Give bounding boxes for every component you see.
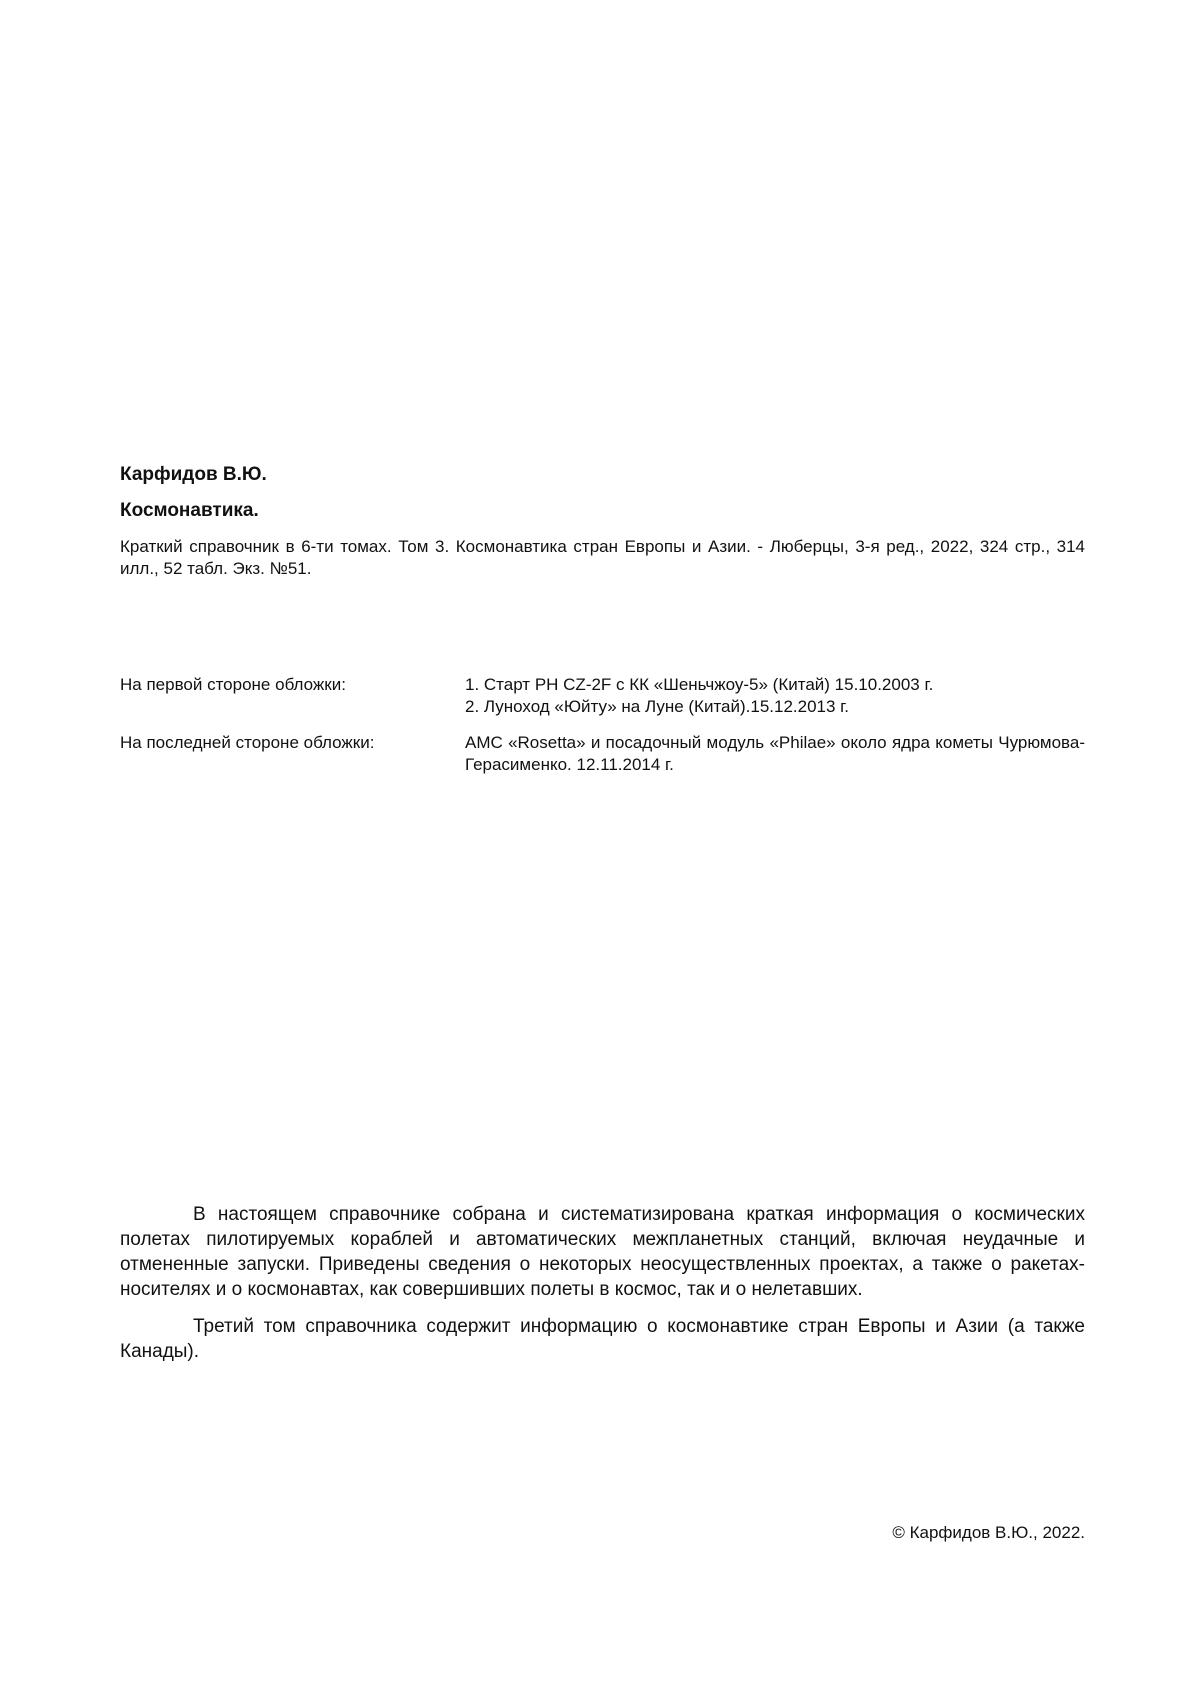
last-cover-text: АМС «Rosetta» и посадочный модуль «Philae» около ядра кометы Чурюмова-Герасименко. 12.11.2014 г. [465,733,1085,774]
author-name: Карфидов В.Ю. [120,464,267,485]
abstract [120,1202,1085,1376]
abstract-paragraph: Третий том справочника содержит информацию о космонавтике стран Европы и Азии (а также Канады). [120,1316,1085,1362]
first-cover-items [465,674,1085,718]
bibliographic-description: Краткий справочник в 6-ти томах. Том 3. Космонавтика стран Европы и Азии. - Люберцы, 3-я ред., 2022, 324 стр., 314 илл., 52 табл. Экз. №51. [120,537,1085,578]
copyright-notice: © Карфидов В.Ю., 2022. [892,1523,1085,1542]
first-cover-label: На первой стороне обложки: [120,675,346,694]
first-cover-item: 2. Луноход «Юйту» на Луне (Китай).15.12.2013 г. [465,697,850,716]
abstract-paragraph: В настоящем справочнике собрана и систематизирована краткая информация о космических полетах пилотируемых кораблей и автоматических межпланетных станций, включая неудачные и отмененные запуски. Приведены сведения о некоторых неосуществленных проектах, а также о ракетах-носителях и о космонавтах, как совершивших полеты в космос, так и о нелетавших. [120,1204,1085,1300]
last-cover-label: На последней стороне обложки: [120,733,375,752]
book-title: Космонавтика. [120,500,259,521]
first-cover-item: 1. Старт РН CZ-2F с КК «Шеньчжоу-5» (Китай) 15.10.2003 г. [465,675,934,694]
